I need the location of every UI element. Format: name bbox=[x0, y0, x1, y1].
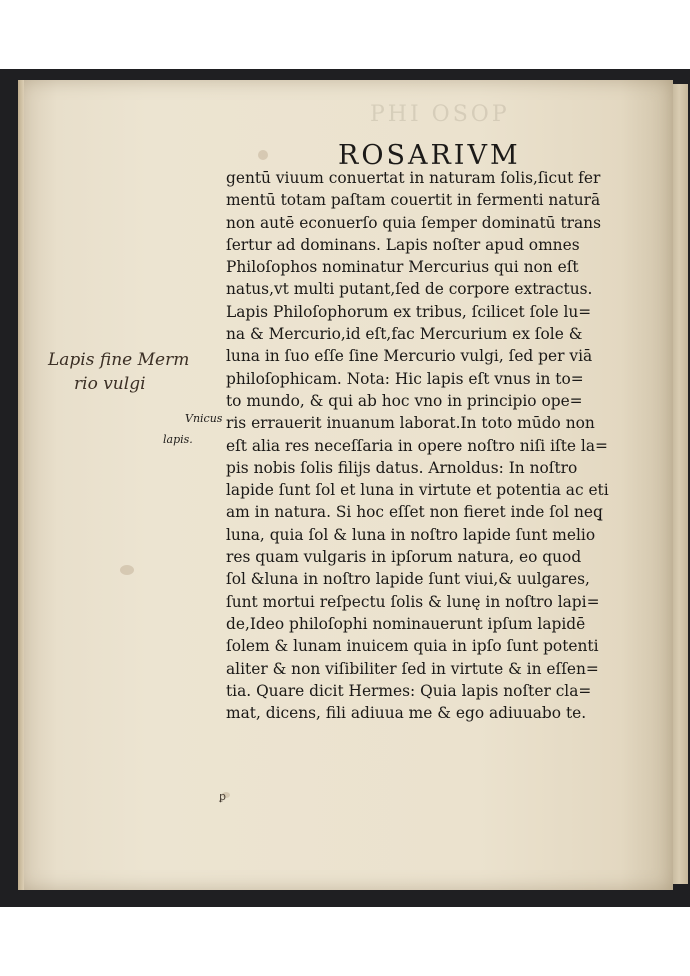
stain-mark bbox=[120, 565, 134, 575]
text-line: ris errauerit inuanum laborat.In toto mūdo non bbox=[226, 414, 595, 433]
text-line: luna in ſuo eſſe ſine Mercurio vulgi, ſed per viā bbox=[226, 347, 593, 366]
text-line: gentū viuum conuertat in naturam ſolis,ſicut fer bbox=[226, 169, 601, 187]
running-head: ROSARIVM bbox=[338, 140, 521, 171]
text-line: ſolem & lunam inuicem quia in ipſo ſunt potenti bbox=[226, 637, 599, 656]
text-line: de,Ideo philoſophi nominauerunt ipſum lapidē bbox=[226, 614, 586, 633]
text-line: to mundo, & qui ab hoc vno in principio ope= bbox=[226, 391, 583, 410]
stain-mark bbox=[258, 150, 268, 160]
handwritten-annotation-line2: rio vulgi bbox=[74, 374, 146, 394]
text-line: Lapis Philoſophorum ex tribus, ſcilicet ſole lu= bbox=[226, 302, 592, 321]
handwritten-annotation-line1: Lapis fine Merm bbox=[48, 350, 190, 370]
text-line: tia. Quare dicit Hermes: Quia lapis noſter cla= bbox=[226, 681, 592, 700]
text-line: eſt alia res neceſſaria in opere noſtro niſi iſte la= bbox=[226, 436, 608, 455]
text-line: mat, dicens, fili adiuua me & ego adiuuabo te. bbox=[226, 704, 587, 723]
text-line: Philoſophos nominatur Mercurius qui non eſt bbox=[226, 258, 579, 277]
text-line: lapide ſunt ſol et luna in virtute et potentia ac eti bbox=[226, 481, 609, 500]
text-line: ſol &luna in noſtro lapide ſunt viui,& uulgares, bbox=[226, 570, 590, 589]
page-gutter-edge bbox=[18, 80, 24, 890]
text-line: res quam vulgaris in ipſorum natura, eo quod bbox=[226, 548, 582, 567]
text-line: aliter & non viſibiliter ſed in virtute & in eſſen= bbox=[226, 659, 599, 678]
text-line: ſunt mortui reſpectu ſolis & lunę in noſtro lapi= bbox=[226, 592, 600, 611]
printed-marginal-note-line1: Vnicus bbox=[185, 412, 223, 425]
text-line: am in natura. Si hoc eſſet non fieret inde ſol neq̧ bbox=[226, 503, 603, 522]
text-line: mentū totam paſtam couertit in fermenti naturā bbox=[226, 191, 601, 210]
text-line: philoſophicam. Nota: Hic lapis eſt vnus in to= bbox=[226, 369, 584, 388]
text-line: natus,vt multi putant,ſed de corpore extractus. bbox=[226, 280, 593, 299]
text-line: non autē econuerſo quia ſemper dominatū trans bbox=[226, 213, 601, 232]
printed-marginal-note-line2: lapis. bbox=[163, 433, 193, 446]
text-line: pis nobis ſolis filijs datus. Arnoldus: In noſtro bbox=[226, 458, 578, 477]
main-text-block bbox=[226, 167, 646, 724]
text-line: na & Mercurio,id eſt,fac Mercurium ex ſole & bbox=[226, 325, 583, 344]
text-line: luna, quia ſol & luna in noſtro lapide ſunt melio bbox=[226, 525, 596, 544]
folio-mark: ꝑ bbox=[219, 790, 226, 803]
show-through-text: PHI OSOP bbox=[370, 102, 510, 127]
text-line: ſertur ad dominans. Lapis noſter apud omnes bbox=[226, 235, 580, 254]
